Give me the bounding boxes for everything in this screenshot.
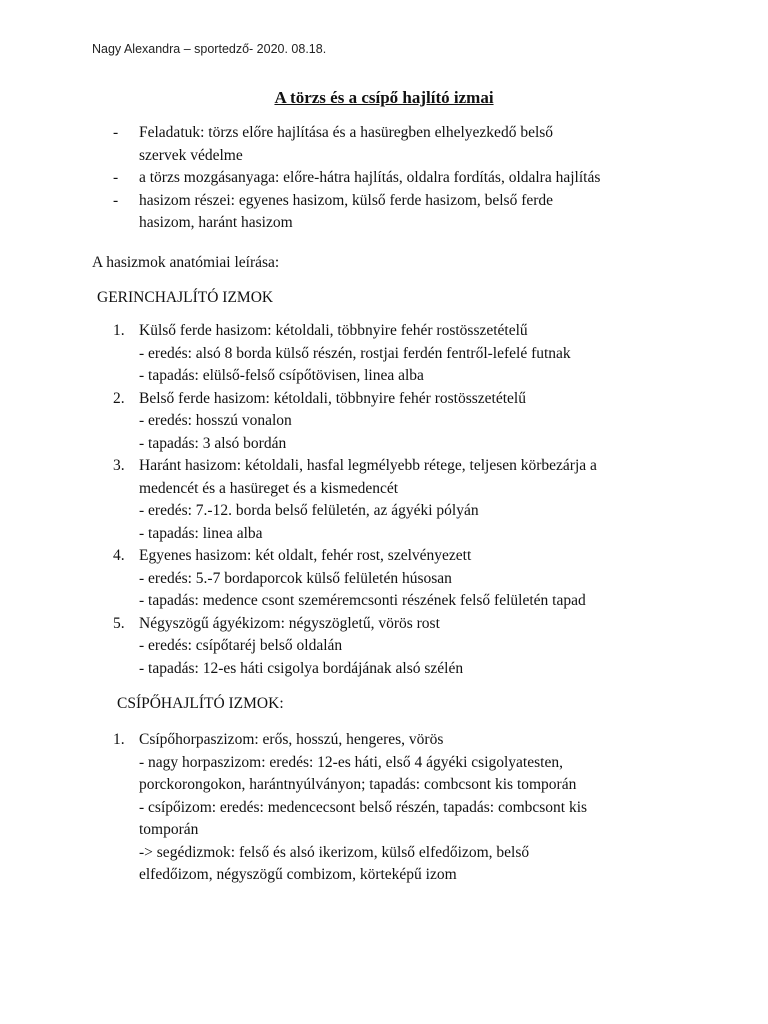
- list-item-line: - tapadás: elülső-felső csípőtövisen, linea alba: [139, 367, 424, 384]
- dash-list-item: [113, 167, 713, 190]
- list-item-line: porckorongokon, harántnyúlványon; tapadás: combcsont kis tomporán: [139, 776, 577, 793]
- list-marker: 5.: [113, 614, 125, 632]
- list-item-line: Négyszögű ágyékizom: négyszögletű, vörös rost: [139, 614, 440, 632]
- dash-list-item: [113, 122, 713, 167]
- list-item-line: Egyenes hasizom: két oldalt, fehér rost, szelvényezett: [139, 547, 472, 564]
- list-marker: -: [113, 191, 119, 209]
- section-heading-hip-flexors: CSÍPŐHAJLÍTÓ IZMOK:: [117, 695, 284, 712]
- trunk-flexor-item: [113, 320, 713, 388]
- list-item-line: - eredés: hosszú vonalon: [139, 412, 292, 429]
- list-marker: 1.: [113, 322, 125, 339]
- list-item-line: hasizom, haránt hasizom: [139, 214, 293, 231]
- list-item-line: -> segédizmok: felső és alsó ikerizom, külső elfedőizom, belső: [139, 843, 530, 861]
- list-item-line: - tapadás: 12-es háti csigolya bordájának alsó szélén: [139, 659, 464, 677]
- list-item-line: - nagy horpaszizom: eredés: 12-es háti, első 4 ágyéki csigolyatesten,: [139, 753, 563, 771]
- document-title: A törzs és a csípő hajlító izmai: [274, 88, 494, 107]
- list-item-line: Csípőhorpaszizom: erős, hosszú, hengeres, vörös: [139, 731, 444, 748]
- list-item-line: Belső ferde hasizom: kétoldali, többnyire fehér rostösszetételű: [139, 389, 526, 407]
- list-item-line: Külső ferde hasizom: kétoldali, többnyire fehér rostösszetételű: [139, 322, 528, 339]
- list-item-line: tomporán: [139, 821, 199, 838]
- list-item-line: - eredés: csípőtaréj belső oldalán: [139, 637, 343, 654]
- list-marker: 4.: [113, 547, 125, 564]
- list-marker: 2.: [113, 389, 125, 407]
- list-marker: 3.: [113, 457, 125, 474]
- list-item-line: - eredés: 5.-7 bordaporcok külső felületén húsosan: [139, 569, 452, 587]
- intro-text: A hasizmok anatómiai leírása:: [92, 254, 280, 271]
- trunk-flexor-item: [113, 613, 713, 681]
- list-item-line: hasizom részei: egyenes hasizom, külső ferde hasizom, belső ferde: [139, 191, 554, 209]
- list-item-line: - csípőizom: eredés: medencecsont belső részén, tapadás: combcsont kis: [139, 798, 588, 816]
- list-item-line: szervek védelme: [139, 146, 243, 164]
- hip-flexor-list: [113, 729, 713, 887]
- document-header: Nagy Alexandra – sportedző- 2020. 08.18.: [92, 42, 327, 56]
- list-marker: -: [113, 169, 119, 186]
- hip-flexor-item: [113, 729, 713, 887]
- trunk-flexor-list: [113, 320, 713, 680]
- list-item-line: - eredés: 7.-12. borda belső felületén, az ágyéki pólyán: [139, 502, 479, 519]
- list-marker: 1.: [113, 731, 125, 748]
- trunk-flexor-item: [113, 545, 713, 613]
- list-item-line: - tapadás: medence csont szeméremcsonti részének felső felületén tapad: [139, 592, 586, 609]
- list-item-line: Haránt hasizom: kétoldali, hasfal legmélyebb rétege, teljesen körbezárja a: [139, 457, 597, 474]
- list-item-line: - tapadás: linea alba: [139, 524, 263, 542]
- dash-list-item: [113, 190, 713, 235]
- trunk-flexor-item: [113, 388, 713, 456]
- list-item-line: - eredés: alsó 8 borda külső részén, rostjai ferdén fentről-lefelé futnak: [139, 344, 571, 362]
- section-heading-trunk-flexors: GERINCHAJLÍTÓ IZMOK: [97, 289, 274, 306]
- list-marker: -: [113, 124, 119, 141]
- list-item-line: a törzs mozgásanyaga: előre-hátra hajlítás, oldalra fordítás, oldalra hajlítás: [139, 169, 601, 186]
- trunk-flexor-item: [113, 455, 713, 545]
- list-item-line: elfedőizom, négyszögű combizom, körteképű izom: [139, 866, 457, 883]
- list-item-line: Feladatuk: törzs előre hajlítása és a hasüregben elhelyezkedő belső: [139, 124, 554, 141]
- list-item-line: - tapadás: 3 alsó bordán: [139, 434, 287, 452]
- list-item-line: medencét és a hasüreget és a kismedencét: [139, 479, 399, 497]
- summary-dash-list: [113, 122, 713, 235]
